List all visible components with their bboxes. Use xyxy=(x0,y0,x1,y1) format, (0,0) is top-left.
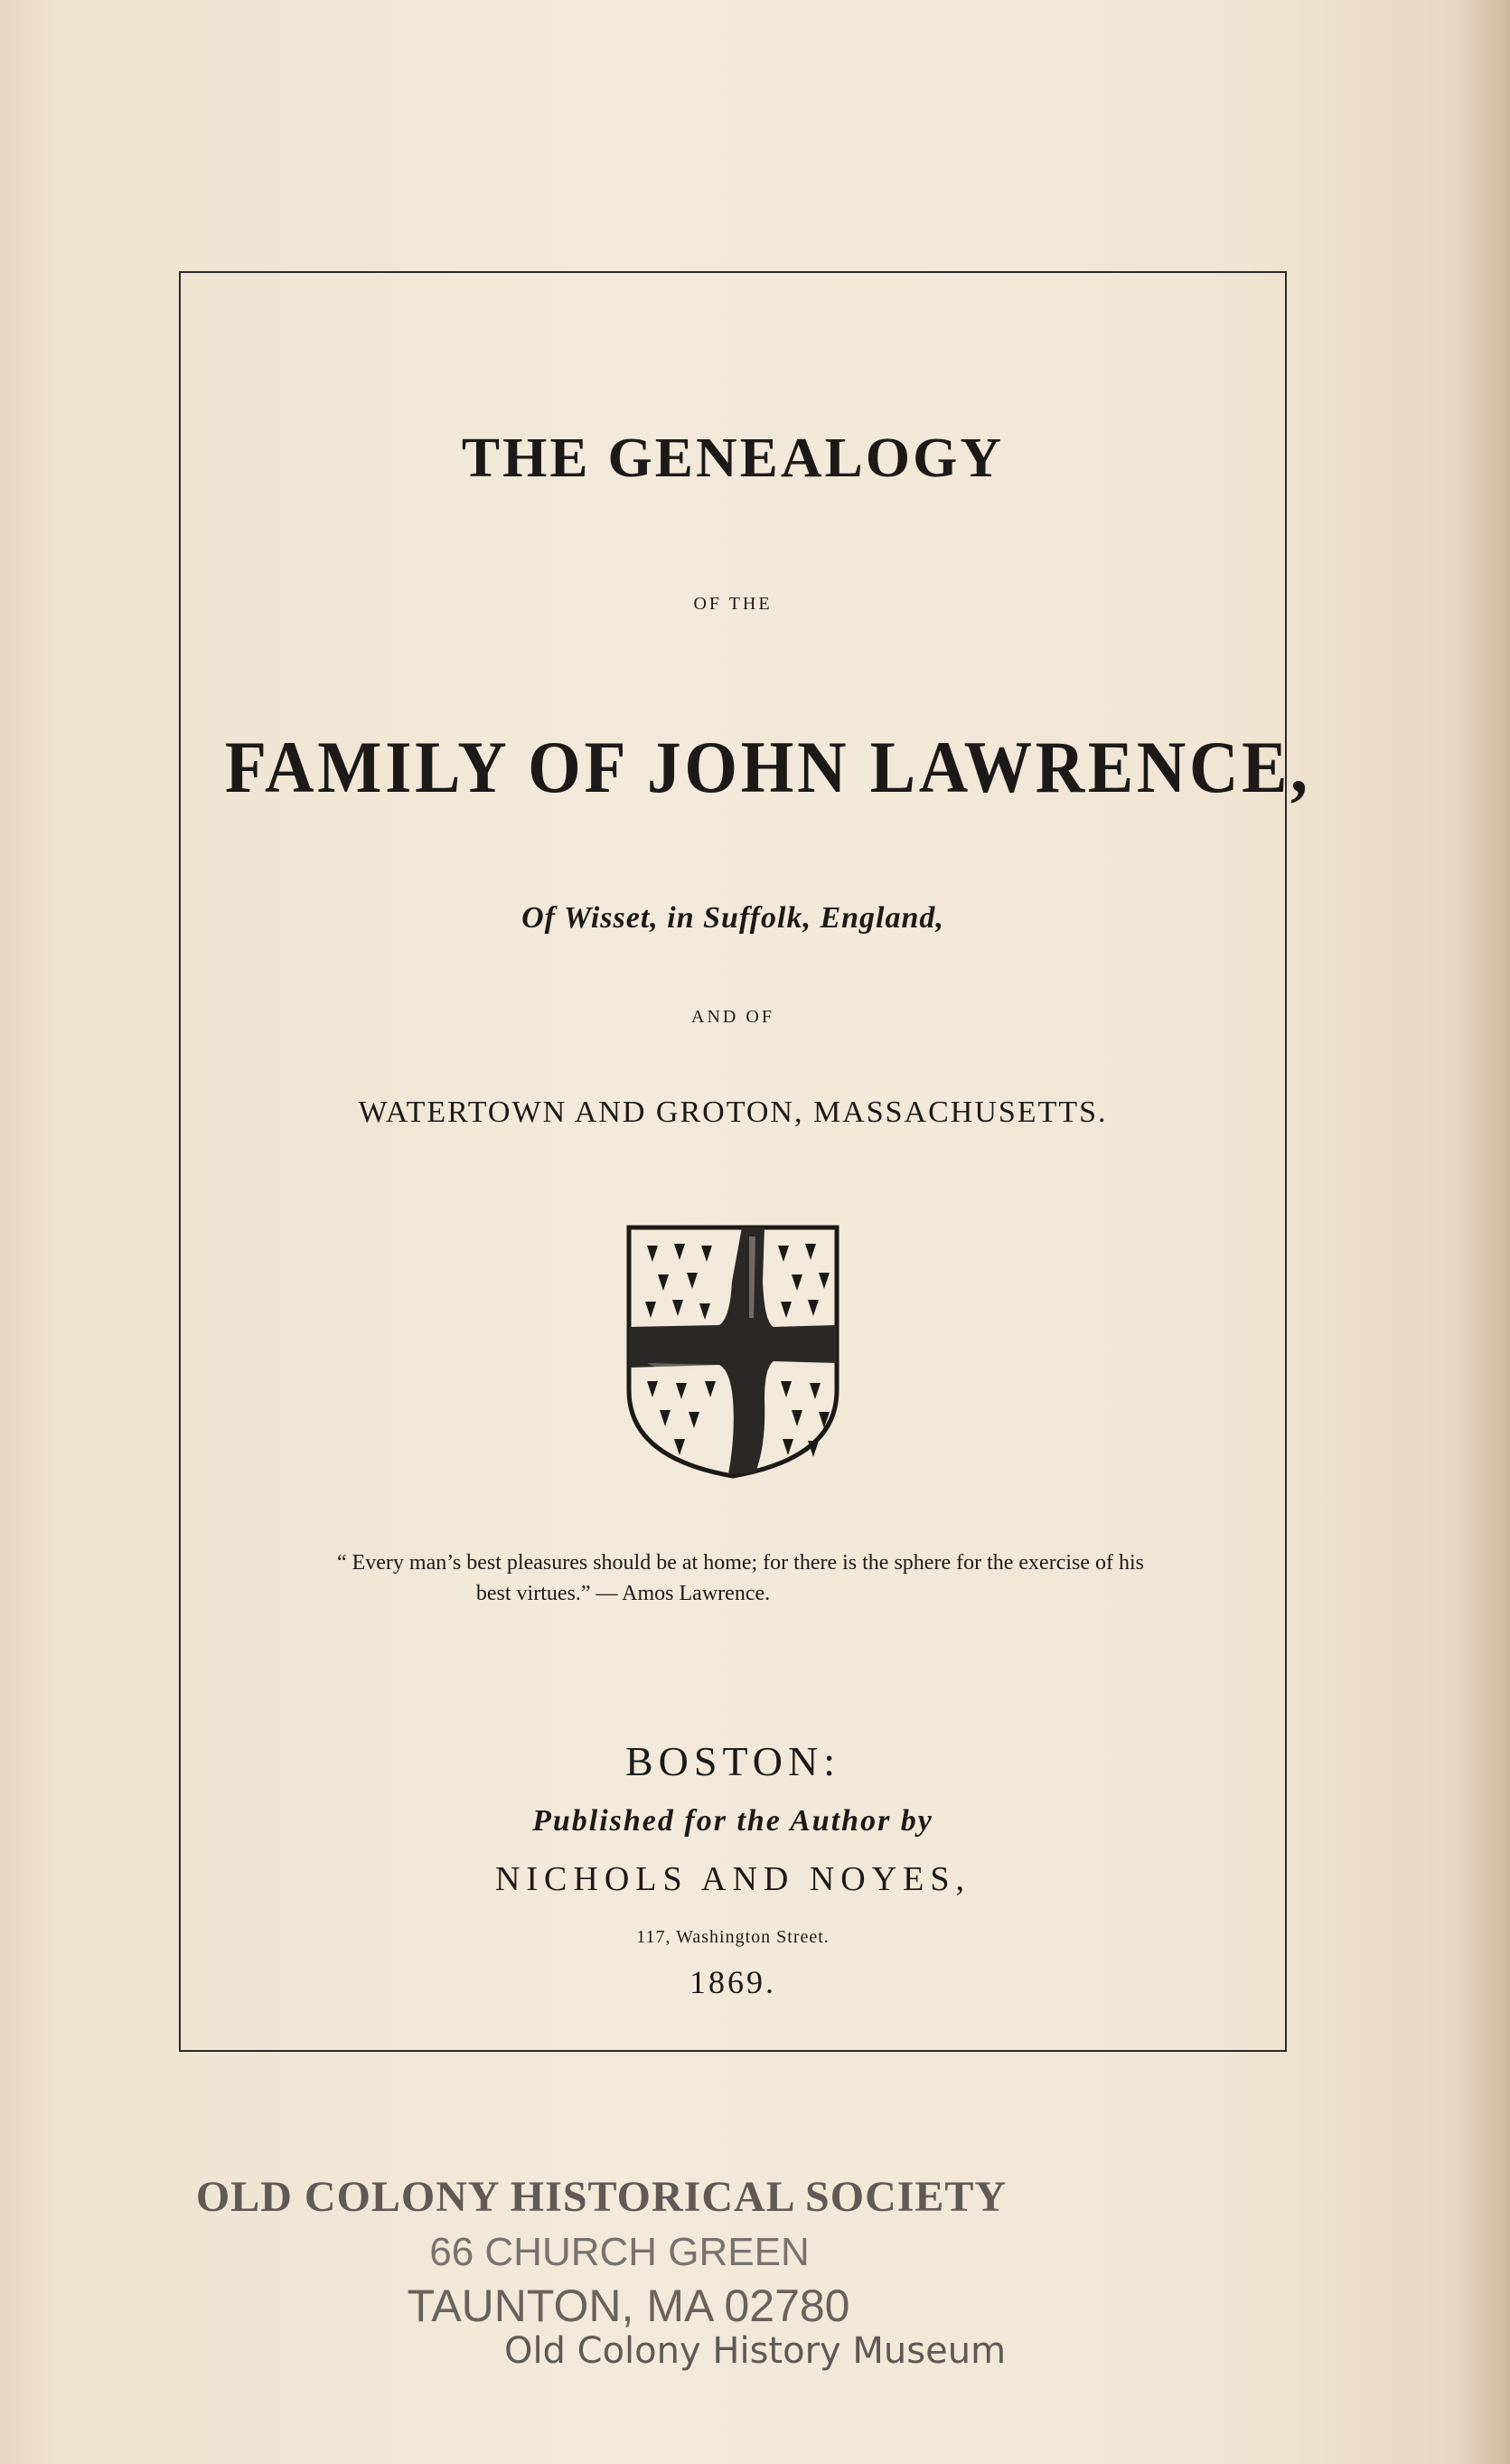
quote-line-2: best virtues.” — Amos Lawrence. xyxy=(475,1582,771,1605)
library-stamp-line-1: OLD COLONY HISTORICAL SOCIETY xyxy=(195,2173,1008,2221)
page-edge-shadow xyxy=(1456,0,1510,2464)
imprint-year: 1869. xyxy=(689,1964,776,2000)
origin-line: Of Wisset, in Suffolk, England, xyxy=(521,901,944,935)
imprint-publisher: NICHOLS AND NOYES, xyxy=(494,1860,971,1898)
coat-of-arms-icon xyxy=(181,1218,1285,1485)
title-frame xyxy=(179,271,1311,2052)
imprint-city: BOSTON: xyxy=(625,1738,840,1784)
museum-watermark: Old Colony History Museum xyxy=(503,2330,1007,2372)
epigraph-quote xyxy=(246,1547,1235,1609)
imprint-address: 117, Washington Street. xyxy=(636,1927,830,1947)
family-heading: FAMILY OF JOHN LAWRENCE, xyxy=(224,726,1311,808)
book-title: THE GENEALOGY xyxy=(461,428,1005,489)
of-the-label: OF THE xyxy=(693,594,773,614)
quote-line-1: “ Every man’s best pleasures should be at home; for there is the sphere for the exercise of his xyxy=(336,1551,1145,1575)
library-stamp-line-2: 66 CHURCH GREEN xyxy=(429,2230,810,2274)
places-line: WATERTOWN AND GROTON, MASSACHUSETTS. xyxy=(358,1096,1108,1129)
library-stamp-line-3: TAUNTON, MA 02780 xyxy=(407,2281,850,2331)
and-of-label: AND OF xyxy=(691,1007,774,1027)
imprint-published-for: Published for the Author by xyxy=(532,1804,933,1838)
